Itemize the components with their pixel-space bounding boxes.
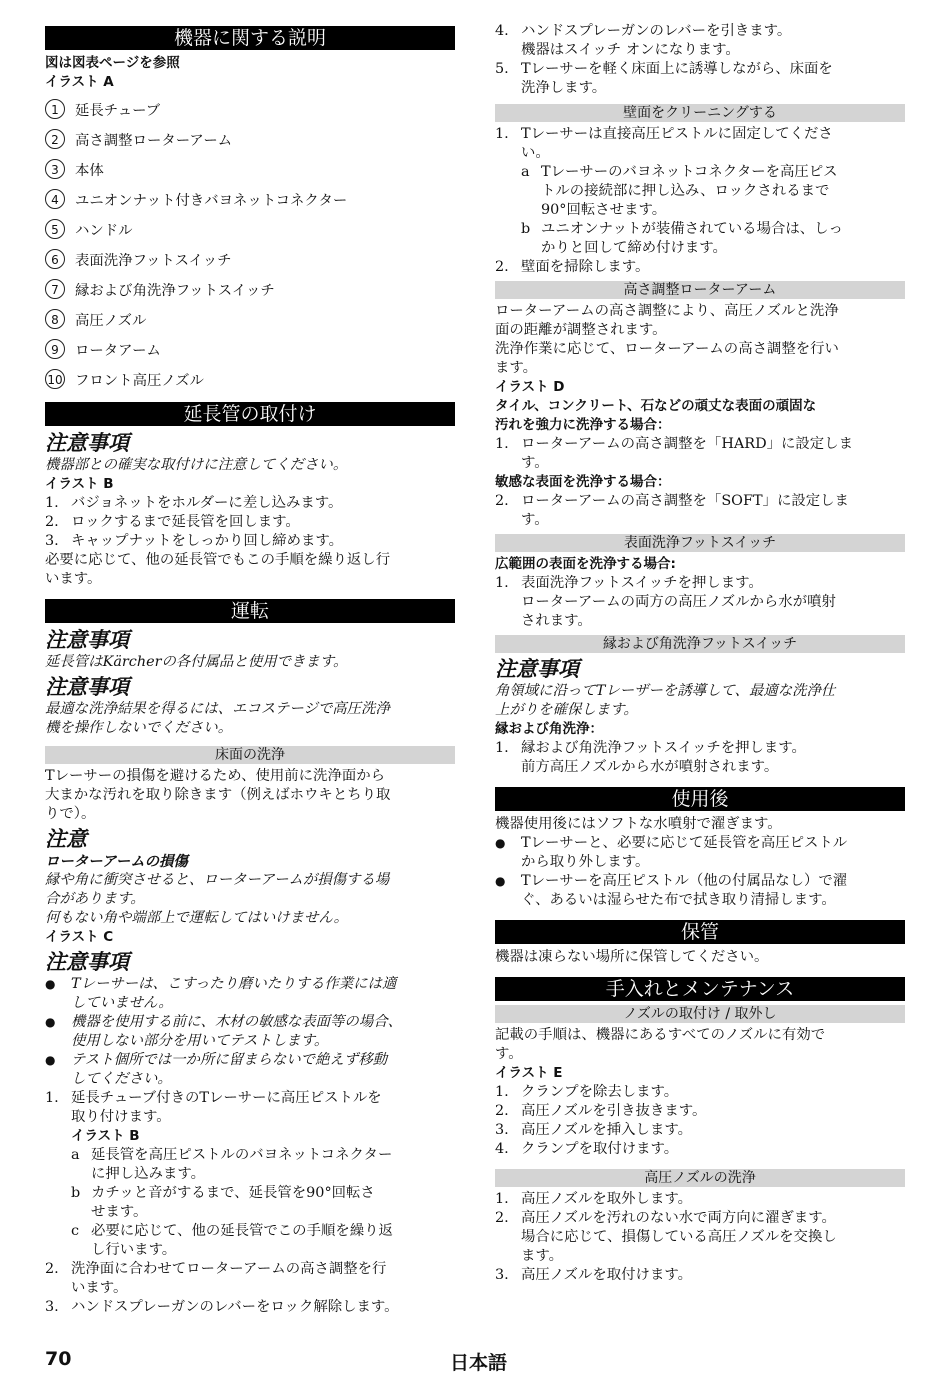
illustration-c-label: イラスト C bbox=[45, 929, 114, 945]
step-text: クランプを取付けます。 bbox=[521, 1141, 679, 1157]
step-text: 高圧ノズルを挿入します。 bbox=[521, 1122, 692, 1138]
step-item bbox=[495, 1140, 905, 1159]
rotor-damage-text: 合があります。 bbox=[45, 891, 145, 907]
step-number: 3. bbox=[45, 533, 59, 549]
caution-text: 角領域に沿ってTレーザーを誘導して、最適な洗浄仕 bbox=[495, 683, 836, 699]
step-item: 1. Tレーサーは直接高圧ピストルに固定してくださ bbox=[495, 126, 833, 142]
illustration-b-label: イラスト B bbox=[45, 476, 114, 492]
step-item: 5. Tレーサーを軽く床面上に誘導しながら、床面を bbox=[495, 61, 833, 77]
bullet-text: テスト個所では一か所に留まらないで絶えず移動 bbox=[71, 1052, 388, 1068]
step-item bbox=[45, 532, 455, 551]
part-item bbox=[45, 364, 455, 394]
right-column bbox=[495, 22, 905, 1285]
bullet-text-cont: していません。 bbox=[71, 995, 173, 1011]
step-number: 1. bbox=[45, 495, 59, 511]
rotor-damage-text: 縁や角に衝突させると、ローターアームが損傷する場 bbox=[45, 872, 390, 888]
step-item bbox=[495, 1102, 905, 1121]
bullet-dot: ● bbox=[45, 1053, 56, 1067]
heading-maintenance: 手入れとメンテナンス bbox=[495, 977, 905, 1001]
subheading-height-adjust: 高さ調整ローターアーム bbox=[495, 281, 905, 299]
extension-steps bbox=[45, 494, 455, 551]
step-item: 1. ローターアームの高さ調整を「HARD」に設定しま bbox=[495, 436, 853, 452]
step-item bbox=[495, 1083, 905, 1102]
step-number: 4. bbox=[495, 1141, 509, 1157]
bullet-text-cont: 使用しない部分を用いてテストします。 bbox=[71, 1033, 329, 1049]
step-item-cont: ます。 bbox=[521, 1248, 564, 1264]
page-language: 日本語 bbox=[450, 1352, 508, 1374]
tough-surface-label-cont: 汚れを強力に洗浄する場合： bbox=[495, 417, 671, 433]
floor-text: 大まかな汚れを取り除きます（例えばホウキとちり取 bbox=[45, 787, 391, 803]
step-text: 高圧ノズルを引き抜きます。 bbox=[521, 1103, 707, 1119]
step-item: 2. ローターアームの高さ調整を「SOFT」に設定しま bbox=[495, 493, 849, 509]
part-item bbox=[45, 244, 455, 274]
part-number-circle: 6 bbox=[45, 249, 65, 269]
step-item: 2. 壁面を掃除します。 bbox=[495, 259, 650, 275]
bullet-item bbox=[45, 975, 455, 994]
step-item: 3. ハンドスプレーガンのレバーをロック解除します。 bbox=[45, 1299, 399, 1315]
step-number: 3. bbox=[495, 1122, 509, 1138]
substep-item-cont: し行います。 bbox=[91, 1242, 177, 1258]
substep-item: c 必要に応じて、他の延長管でこの手順を繰り返 bbox=[71, 1223, 393, 1239]
part-item bbox=[45, 214, 455, 244]
caution-heading: 注意事項 bbox=[495, 656, 579, 681]
step-item bbox=[45, 494, 455, 513]
parts-list bbox=[45, 94, 455, 394]
page-number: 70 bbox=[45, 1348, 72, 1370]
nozzle-text: 記載の手順は、機器にあるすべてのノズルに有効で bbox=[495, 1027, 826, 1043]
step-number: 2. bbox=[495, 1103, 509, 1119]
part-number-circle: 3 bbox=[45, 159, 65, 179]
substep-item: b カチッと音がするまで、延長管を90°回転さ bbox=[71, 1185, 375, 1201]
tough-surface-label: タイル、コンクリート、石などの頑丈な表面の頑固な bbox=[495, 398, 817, 414]
part-label: 縁および角洗浄フットスイッチ bbox=[75, 282, 275, 299]
rotor-damage-text: 何もない角や端部上で運転してはいけません。 bbox=[45, 910, 349, 926]
step-item-cont: い。 bbox=[521, 145, 550, 161]
part-label: 本体 bbox=[75, 162, 104, 179]
height-text: ローターアームの高さ調整により、高圧ノズルと洗浄 bbox=[495, 303, 839, 319]
storage-text: 機器は凍らない場所に保管してください。 bbox=[495, 949, 769, 965]
nozzle-text: す。 bbox=[495, 1046, 523, 1062]
caution-heading: 注意事項 bbox=[45, 674, 129, 699]
edge-cleaning-label: 縁および角洗浄： bbox=[495, 721, 603, 737]
part-item bbox=[45, 124, 455, 154]
sensitive-surface-label: 敏感な表面を洗浄する場合： bbox=[495, 474, 671, 490]
part-number-circle: 1 bbox=[45, 99, 65, 119]
caution-heading: 注意事項 bbox=[45, 627, 129, 652]
subheading-nozzle-install: ノズルの取付け / 取外し bbox=[495, 1005, 905, 1023]
caution-text-cont: 機を操作しないでください。 bbox=[45, 720, 233, 736]
attention-heading: 注意 bbox=[45, 826, 87, 851]
step-item-cont: 取り付けます。 bbox=[71, 1109, 171, 1125]
part-number-circle: 8 bbox=[45, 309, 65, 329]
substep-item-cont: に押し込みます。 bbox=[91, 1166, 205, 1182]
step-item-cont: されます。 bbox=[521, 613, 592, 629]
part-number-circle: 7 bbox=[45, 279, 65, 299]
subheading-surface-switch: 表面洗浄フットスイッチ bbox=[495, 534, 905, 552]
substep-item: b ユニオンナットが装備されている場合は、しっ bbox=[521, 221, 843, 237]
rotor-damage-label: ローターアームの損傷 bbox=[45, 853, 188, 870]
caution-text: 機器部との確実な取付けに注意してください。 bbox=[45, 457, 348, 473]
part-number-circle: 9 bbox=[45, 339, 65, 359]
step-item-cont: 場合に応じて、損傷している高圧ノズルを交換し bbox=[521, 1229, 837, 1245]
step-item: 2. 高圧ノズルを汚れのない水で両方向に濯ぎます。 bbox=[495, 1210, 836, 1226]
bullet-item-cont: ぐ、あるいは湿らせた布で拭き取り清掃します。 bbox=[521, 892, 836, 908]
step-item: 4. ハンドスプレーガンのレバーを引きます。 bbox=[495, 23, 792, 39]
step-number: 2. bbox=[45, 514, 59, 530]
part-number-circle: 4 bbox=[45, 189, 65, 209]
caution-heading: 注意事項 bbox=[45, 430, 129, 455]
step-text: クランプを除去します。 bbox=[521, 1084, 679, 1100]
part-number-circle: 5 bbox=[45, 219, 65, 239]
part-label: 延長チューブ bbox=[75, 102, 161, 119]
part-number-circle: 10 bbox=[45, 369, 65, 389]
part-label: 高さ調整ローターアーム bbox=[75, 132, 233, 149]
step-item-cont: す。 bbox=[521, 512, 549, 528]
floor-text: Tレーサーの損傷を避けるため、使用前に洗浄面から bbox=[45, 768, 386, 784]
heading-extension-tube: 延長管の取付け bbox=[45, 402, 455, 426]
step-item-cont: ローターアームの両方の高圧ノズルから水が噴射 bbox=[521, 594, 836, 610]
bullet-text: 機器を使用する前に、木材の敏感な表面等の場合、 bbox=[71, 1014, 402, 1030]
see-figures-note: 図は図表ページを参照 bbox=[45, 55, 180, 71]
part-label: ロータアーム bbox=[75, 342, 161, 359]
substep-item-cont: 90°回転させます。 bbox=[541, 202, 667, 218]
part-item bbox=[45, 304, 455, 334]
illustration-e-label: イラスト E bbox=[495, 1065, 563, 1081]
caution-text-cont: 上がりを確保します。 bbox=[495, 702, 638, 718]
step-item-cont: 洗浄します。 bbox=[521, 80, 607, 96]
bullet-item bbox=[45, 1051, 455, 1070]
heading-device-description: 機器に関する説明 bbox=[45, 26, 455, 50]
bullet-dot: ● bbox=[45, 1015, 56, 1029]
caution-text: 延長管はKärcherの各付属品と使用できます。 bbox=[45, 654, 348, 670]
step-item bbox=[45, 513, 455, 532]
illustration-d-label: イラスト D bbox=[495, 379, 565, 395]
caution-heading: 注意事項 bbox=[45, 949, 129, 974]
step-item-cont: 機器はスイッチ オンになります。 bbox=[521, 42, 740, 58]
heading-operation: 運転 bbox=[45, 599, 455, 623]
heading-after-use: 使用後 bbox=[495, 787, 905, 811]
bullet-text-cont: してください。 bbox=[71, 1071, 172, 1087]
part-item bbox=[45, 334, 455, 364]
step-text: ロックするまで延長管を回します。 bbox=[71, 514, 300, 530]
nozzle-steps bbox=[495, 1083, 905, 1159]
step-item bbox=[495, 1121, 905, 1140]
step-item-cont: 前方高圧ノズルから水が噴射されます。 bbox=[521, 759, 779, 775]
bullet-item: ● Tレーサーと、必要に応じて延長管を高圧ピストル bbox=[495, 835, 848, 851]
height-text: 面の距離が調整されます。 bbox=[495, 322, 667, 338]
left-column bbox=[45, 22, 455, 1317]
step-item: 1. 延長チューブ付きのTレーサーに高圧ピストルを bbox=[45, 1090, 382, 1106]
wide-surface-label: 広範囲の表面を洗浄する場合: bbox=[495, 556, 676, 572]
bullet-item: ● Tレーサーを高圧ピストル（他の付属品なし）で濯 bbox=[495, 873, 848, 889]
subheading-floor-cleaning: 床面の洗浄 bbox=[45, 746, 455, 764]
caution-text: 最適な洗浄結果を得るには、エコステージで高圧洗浄 bbox=[45, 701, 390, 717]
bullet-item-cont: から取り外します。 bbox=[521, 854, 650, 870]
step-item-cont: す。 bbox=[521, 455, 549, 471]
bullet-text: Tレーサーは、こすったり磨いたりする作業には適 bbox=[71, 976, 397, 992]
substep-item-cont: かりと回して締め付けます。 bbox=[541, 240, 727, 256]
substep-item: a Tレーサーのバヨネットコネクターを高圧ピス bbox=[521, 164, 838, 180]
subheading-wall-cleaning: 壁面をクリーニングする bbox=[495, 104, 905, 122]
bullet-item bbox=[45, 1013, 455, 1032]
substep-item-cont: せます。 bbox=[91, 1204, 148, 1220]
bullet-dot: ● bbox=[45, 977, 56, 991]
part-label: 高圧ノズル bbox=[75, 312, 147, 329]
step-item: 1. 高圧ノズルを取外します。 bbox=[495, 1191, 692, 1207]
part-item bbox=[45, 154, 455, 184]
part-item bbox=[45, 274, 455, 304]
step-text: バジョネットをホルダーに差し込みます。 bbox=[71, 495, 343, 511]
part-label: ハンドル bbox=[75, 222, 133, 239]
step-item: 3. 高圧ノズルを取付けます。 bbox=[495, 1267, 692, 1283]
page-footer bbox=[45, 1348, 905, 1374]
step-item: 2. 洗浄面に合わせてローターアームの高さ調整を行 bbox=[45, 1261, 387, 1277]
subheading-edge-switch: 縁および角洗浄フットスイッチ bbox=[495, 635, 905, 653]
step-text: キャップナットをしっかり回し締めます。 bbox=[71, 533, 343, 549]
part-label: ユニオンナット付きバヨネットコネクター bbox=[75, 192, 348, 209]
part-item bbox=[45, 184, 455, 214]
part-item bbox=[45, 94, 455, 124]
part-label: フロント高圧ノズル bbox=[75, 372, 204, 389]
heading-storage: 保管 bbox=[495, 920, 905, 944]
substep-item-cont: トルの接続部に押し込み、ロックされるまで bbox=[541, 183, 830, 199]
extension-note: 必要に応じて、他の延長管でもこの手順を繰り返し行 bbox=[45, 552, 391, 568]
step-item-cont: います。 bbox=[71, 1280, 128, 1296]
step-item: 1. 縁および角洗浄フットスイッチを押します。 bbox=[495, 740, 806, 756]
illustration-b-label: イラスト B bbox=[71, 1128, 140, 1144]
step-item: 1. 表面洗浄フットスイッチを押します。 bbox=[495, 575, 763, 591]
height-text: 洗浄作業に応じて、ローターアームの高さ調整を行い bbox=[495, 341, 839, 357]
illustration-a-label: イラスト A bbox=[45, 74, 114, 90]
part-label: 表面洗浄フットスイッチ bbox=[75, 252, 232, 269]
step-number: 1. bbox=[495, 1084, 509, 1100]
part-number-circle: 2 bbox=[45, 129, 65, 149]
after-use-text: 機器使用後にはソフトな水噴射で濯ぎます。 bbox=[495, 816, 782, 832]
floor-text: りで）。 bbox=[45, 806, 96, 822]
height-text: ます。 bbox=[495, 360, 538, 376]
caution-bullets bbox=[45, 975, 455, 1089]
substep-item: a 延長管を高圧ピストルのバヨネットコネクター bbox=[71, 1147, 393, 1163]
subheading-nozzle-cleaning: 高圧ノズルの洗浄 bbox=[495, 1169, 905, 1187]
extension-note-cont: います。 bbox=[45, 571, 102, 587]
